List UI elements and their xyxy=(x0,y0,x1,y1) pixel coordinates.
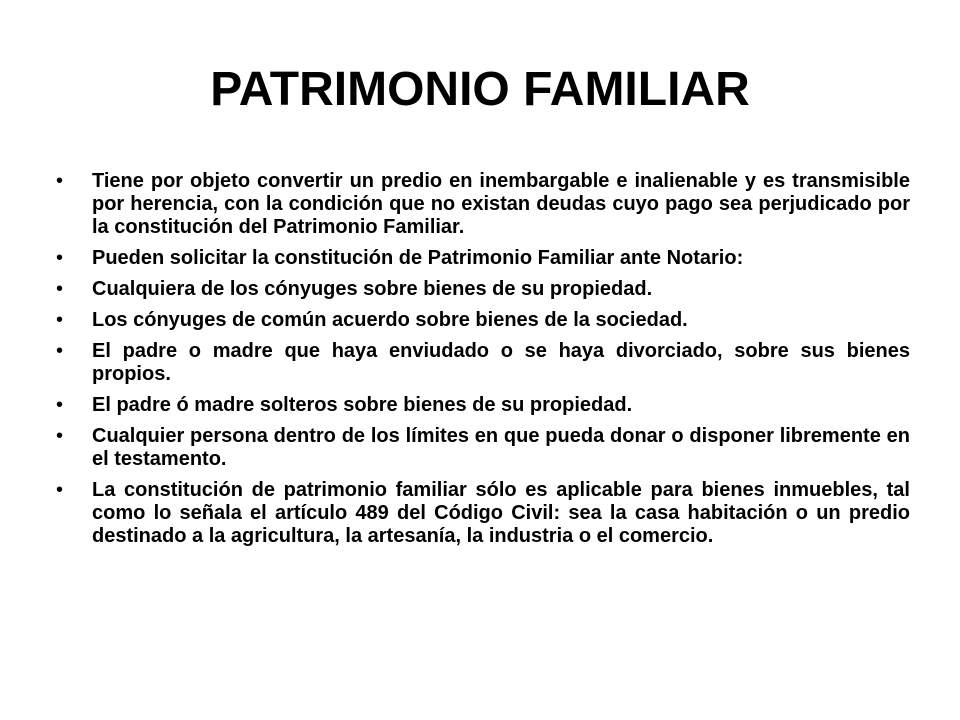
bullet-icon: • xyxy=(56,170,64,192)
list-item xyxy=(56,394,910,417)
list-item-text: La constitución de patrimonio familiar sólo es aplicable para bienes inmuebles, tal como lo señala el artículo 489 del Código Civil: sea la casa habitación o un predio destinado a la agricultura, la artesanía, la industria o el comercio. xyxy=(92,479,910,547)
list-item-text: Cualquiera de los cónyuges sobre bienes de su propiedad. xyxy=(92,278,653,300)
list-item xyxy=(56,479,910,548)
list-item-text: Pueden solicitar la constitución de Patrimonio Familiar ante Notario: xyxy=(92,247,744,269)
bullet-icon: • xyxy=(56,394,64,416)
bullet-icon: • xyxy=(56,247,64,269)
bullet-icon: • xyxy=(56,278,64,300)
bullet-list xyxy=(56,170,910,556)
bullet-icon: • xyxy=(56,479,64,501)
list-item-text: Tiene por objeto convertir un predio en inembargable e inalienable y es transmisible por herencia, con la condición que no existan deudas cuyo pago sea perjudicado por la constitución del Patrimonio Familiar. xyxy=(92,170,910,238)
list-item xyxy=(56,278,910,301)
list-item xyxy=(56,425,910,471)
slide-title: PATRIMONIO FAMILIAR xyxy=(210,63,750,116)
list-item-text: Los cónyuges de común acuerdo sobre bienes de la sociedad. xyxy=(92,309,688,331)
list-item-text: El padre ó madre solteros sobre bienes de su propiedad. xyxy=(92,394,633,416)
list-item-text: Cualquier persona dentro de los límites en que pueda donar o disponer libremente en el testamento. xyxy=(92,425,910,470)
list-item xyxy=(56,247,910,270)
bullet-icon: • xyxy=(56,340,64,362)
list-item xyxy=(56,309,910,332)
list-item xyxy=(56,340,910,386)
list-item-text: El padre o madre que haya enviudado o se haya divorciado, sobre sus bienes propios. xyxy=(92,340,910,385)
bullet-icon: • xyxy=(56,425,64,447)
bullet-icon: • xyxy=(56,309,64,331)
list-item xyxy=(56,170,910,239)
